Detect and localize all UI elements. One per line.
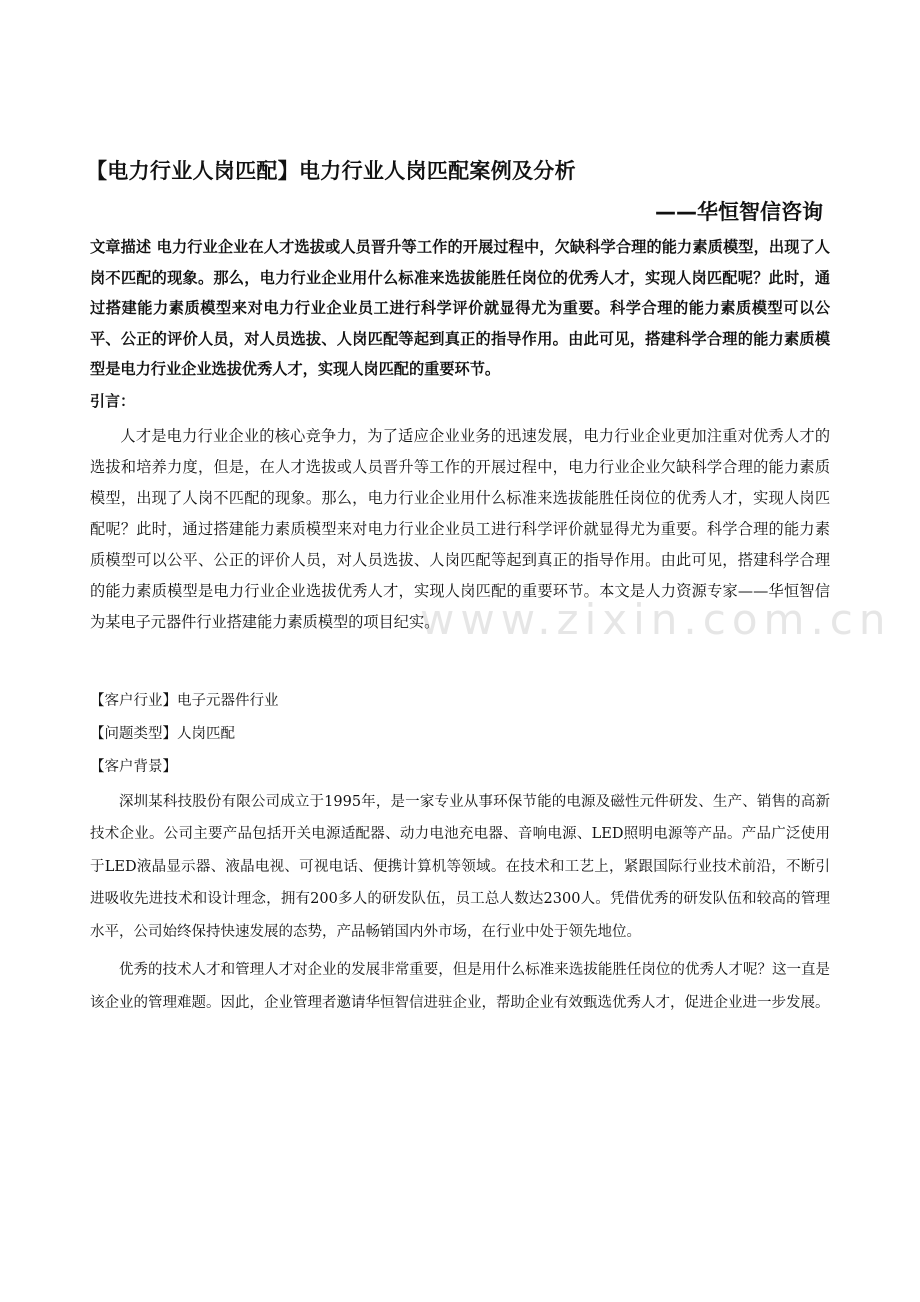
intro-paragraph: 人才是电力行业企业的核心竞争力，为了适应企业业务的迅速发展，电力行业企业更加注重对优秀人才的选拔和培养力度，但是，在人才选拔或人员晋升等工作的开展过程中，电力行业企业欠缺科学合理的能力素质模型，出现了人岗不匹配的现象。那么，电力行业企业用什么标准来选拔能胜任岗位的优秀人才，实现人岗匹配呢？此时，通过搭建能力素质模型来对电力行业企业员工进行科学评价就显得尤为重要。科学合理的能力素质模型可以公平、公正的评价人员，对人员选拔、人岗匹配等起到真正的指导作用。由此可见，搭建科学合理的能力素质模型是电力行业企业选拔优秀人才，实现人岗匹配的重要环节。本文是人力资源专家——华恒智信为某电子元器件行业搭建能力素质模型的项目纪实。: [90, 426, 830, 631]
intro-label: 引言：: [90, 391, 136, 410]
problem-type: 【问题类型】人岗匹配: [90, 725, 235, 742]
watermark: www.zixin.com.cn: [420, 595, 892, 644]
client-background-label: 【客户背景】: [90, 758, 177, 775]
abstract-paragraph: [90, 232, 830, 385]
document-title: 【电力行业人岗匹配】电力行业人岗匹配案例及分析: [86, 159, 576, 183]
background-paragraph-2: 优秀的技术人才和管理人才对企业的发展非常重要，但是用什么标准来选拔能胜任岗位的优秀人才呢？这一直是该企业的管理难题。因此，企业管理者邀请华恒智信进驻企业，帮助企业有效甄选优秀人才，促进企业进一步发展。: [90, 962, 830, 1011]
document-body: [86, 150, 830, 1019]
document-subtitle: ——华恒智信咨询: [655, 200, 823, 224]
client-industry: 【客户行业】电子元器件行业: [90, 692, 279, 709]
background-paragraph-1: 深圳某科技股份有限公司成立于1995年，是一家专业从事环保节能的电源及磁性元件研发、生产、销售的高新技术企业。公司主要产品包括开关电源适配器、动力电池充电器、音响电源、LED照明电源等产品。产品广泛使用于LED液晶显示器、液晶电视、可视电话、便携计算机等领域。在技术和工艺上，紧跟国际行业技术前沿，不断引进吸收先进技术和设计理念，拥有200多人的研发队伍，员工总人数达2300人。凭借优秀的研发队伍和较高的管理水平，公司始终保持快速发展的态势，产品畅销国内外市场，在行业中处于领先地位。: [90, 793, 830, 940]
abstract-text: 电力行业企业在人才选拔或人员晋升等工作的开展过程中，欠缺科学合理的能力素质模型，出现了人岗不匹配的现象。那么，电力行业企业用什么标准来选拔能胜任岗位的优秀人才，实现人岗匹配呢？此时，通过搭建能力素质模型来对电力行业企业员工进行科学评价就显得尤为重要。科学合理的能力素质模型可以公平、公正的评价人员，对人员选拔、人岗匹配等起到真正的指导作用。由此可见，搭建科学合理的能力素质模型是电力行业企业选拔优秀人才，实现人岗匹配的重要环节。: [90, 238, 830, 378]
abstract-label: 文章描述: [90, 238, 152, 256]
